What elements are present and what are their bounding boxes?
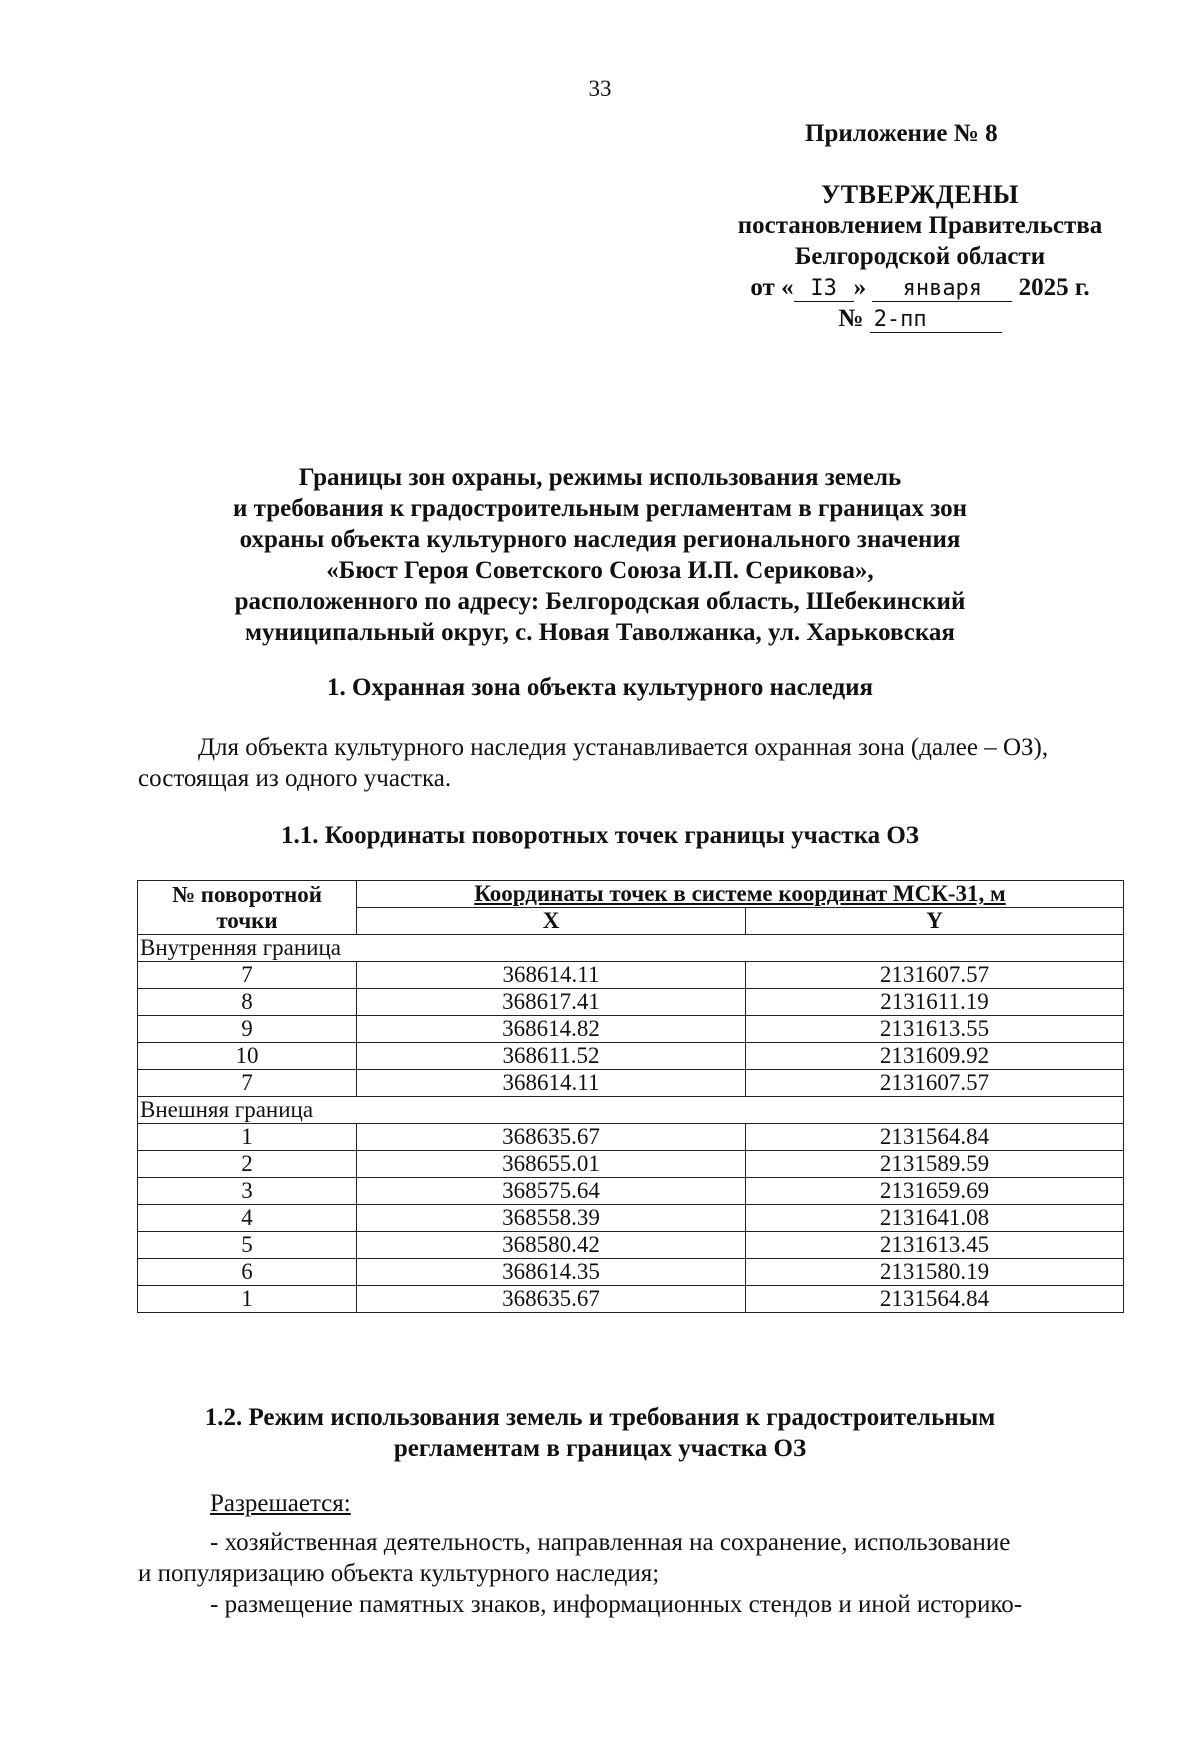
title-line: и требования к градостроительным регламентам в границах зон <box>232 495 968 522</box>
cell-x: 368558.39 <box>357 1205 746 1232</box>
table-row <box>138 1178 1124 1205</box>
document-title <box>100 462 1100 648</box>
col-point-line-2: точки <box>216 907 278 933</box>
cell-x: 368611.52 <box>357 1043 746 1070</box>
cell-point: 4 <box>138 1205 357 1232</box>
approval-line-1: постановлением Правительства <box>737 212 1103 239</box>
cell-y: 2131580.19 <box>746 1259 1124 1286</box>
permitted-item-1-line-1: - хозяйственная деятельность, направленная на сохранение, использование <box>210 1529 1011 1556</box>
permitted-item-1-line-2: и популяризацию объекта культурного наследия; <box>138 1560 660 1587</box>
cell-y: 2131641.08 <box>746 1205 1124 1232</box>
date-mid: » <box>853 274 867 301</box>
cell-x: 368614.82 <box>357 1016 746 1043</box>
title-line: Границы зон охраны, режимы использования земель <box>298 464 902 491</box>
heading-line: 1.2. Режим использования земель и требования к градостроительным <box>204 1404 996 1431</box>
group-row <box>138 935 1124 962</box>
group-inner-label: Внутренняя граница <box>138 935 1124 962</box>
table-row <box>138 989 1124 1016</box>
cell-point: 2 <box>138 1151 357 1178</box>
col-point-line-1: № поворотной <box>171 881 323 907</box>
cell-y: 2131611.19 <box>746 989 1124 1016</box>
approval-block <box>690 118 1150 334</box>
approval-line-2: Белгородской области <box>794 243 1046 270</box>
permitted-item-2-line-1: - размещение памятных знаков, информационных стендов и иной историко- <box>210 1591 1023 1618</box>
title-line: охраны объекта культурного наследия регионального значения <box>239 526 961 553</box>
cell-point: 6 <box>138 1259 357 1286</box>
group-row <box>138 1097 1124 1124</box>
cell-y: 2131613.45 <box>746 1232 1124 1259</box>
appendix-label: Приложение № 8 <box>805 120 998 147</box>
cell-x: 368635.67 <box>357 1286 746 1313</box>
title-line: «Бюст Героя Советского Союза И.П. Серикова», <box>326 557 874 584</box>
col-x-header: X <box>357 908 746 935</box>
section-1-1-heading: 1.1. Координаты поворотных точек границы участка ОЗ <box>281 822 919 849</box>
table-row <box>138 1286 1124 1313</box>
cell-y: 2131613.55 <box>746 1016 1124 1043</box>
cell-x: 368614.11 <box>357 962 746 989</box>
section-1-2-heading <box>100 1402 1100 1464</box>
cell-x: 368655.01 <box>357 1151 746 1178</box>
number-value: 2-пп <box>870 308 1002 333</box>
cell-y: 2131659.69 <box>746 1178 1124 1205</box>
table-row <box>138 962 1124 989</box>
cell-point: 10 <box>138 1043 357 1070</box>
table-row <box>138 1259 1124 1286</box>
date-year: 2025 г. <box>1018 274 1090 301</box>
cell-point: 7 <box>138 962 357 989</box>
cell-x: 368614.35 <box>357 1259 746 1286</box>
cell-x: 368635.67 <box>357 1124 746 1151</box>
cell-y: 2131607.57 <box>746 962 1124 989</box>
page-number: 33 <box>588 76 612 101</box>
approval-date <box>690 272 1150 303</box>
col-y-header: Y <box>746 908 1124 935</box>
table-row <box>138 1232 1124 1259</box>
date-month: января <box>872 277 1012 302</box>
cell-y: 2131589.59 <box>746 1151 1124 1178</box>
table-row <box>138 1205 1124 1232</box>
cell-x: 368575.64 <box>357 1178 746 1205</box>
table-row <box>138 1043 1124 1070</box>
table-row <box>138 1070 1124 1097</box>
table-row <box>138 1151 1124 1178</box>
permitted-section <box>138 1488 1124 1620</box>
cell-x: 368580.42 <box>357 1232 746 1259</box>
cell-y: 2131564.84 <box>746 1124 1124 1151</box>
heading-line: регламентам в границах участка ОЗ <box>393 1435 807 1462</box>
col-point-header <box>138 881 357 935</box>
group-outer-label: Внешняя граница <box>138 1097 1124 1124</box>
cell-point: 9 <box>138 1016 357 1043</box>
col-coords-header: Координаты точек в системе координат МСК-31, м <box>357 881 1124 908</box>
table-row <box>138 1124 1124 1151</box>
title-line: расположенного по адресу: Белгородская область, Шебекинский <box>234 588 966 615</box>
cell-y: 2131609.92 <box>746 1043 1124 1070</box>
title-line: муниципальный округ, с. Новая Таволжанка, ул. Харьковская <box>245 619 955 646</box>
coordinates-table <box>137 880 1124 1313</box>
section-1-heading: 1. Охранная зона объекта культурного наследия <box>326 674 874 701</box>
cell-point: 3 <box>138 1178 357 1205</box>
cell-y: 2131564.84 <box>746 1286 1124 1313</box>
approval-number <box>690 303 1150 334</box>
paragraph-line: состоящая из одного участка. <box>138 765 452 792</box>
cell-point: 5 <box>138 1232 357 1259</box>
cell-point: 7 <box>138 1070 357 1097</box>
permitted-label: Разрешается: <box>210 1490 351 1517</box>
paragraph-line: Для объекта культурного наследия устанавливается охранная зона (далее – ОЗ), <box>198 734 1049 761</box>
cell-x: 368614.11 <box>357 1070 746 1097</box>
number-prefix: № <box>838 305 864 332</box>
cell-point: 1 <box>138 1286 357 1313</box>
cell-point: 8 <box>138 989 357 1016</box>
date-day: I3 <box>794 277 854 302</box>
date-prefix: от « <box>750 274 794 301</box>
cell-point: 1 <box>138 1124 357 1151</box>
cell-x: 368617.41 <box>357 989 746 1016</box>
cell-y: 2131607.57 <box>746 1070 1124 1097</box>
approved-heading: УТВЕРЖДЕНЫ <box>821 180 1019 209</box>
section-1-paragraph <box>138 732 1124 794</box>
table-row <box>138 1016 1124 1043</box>
